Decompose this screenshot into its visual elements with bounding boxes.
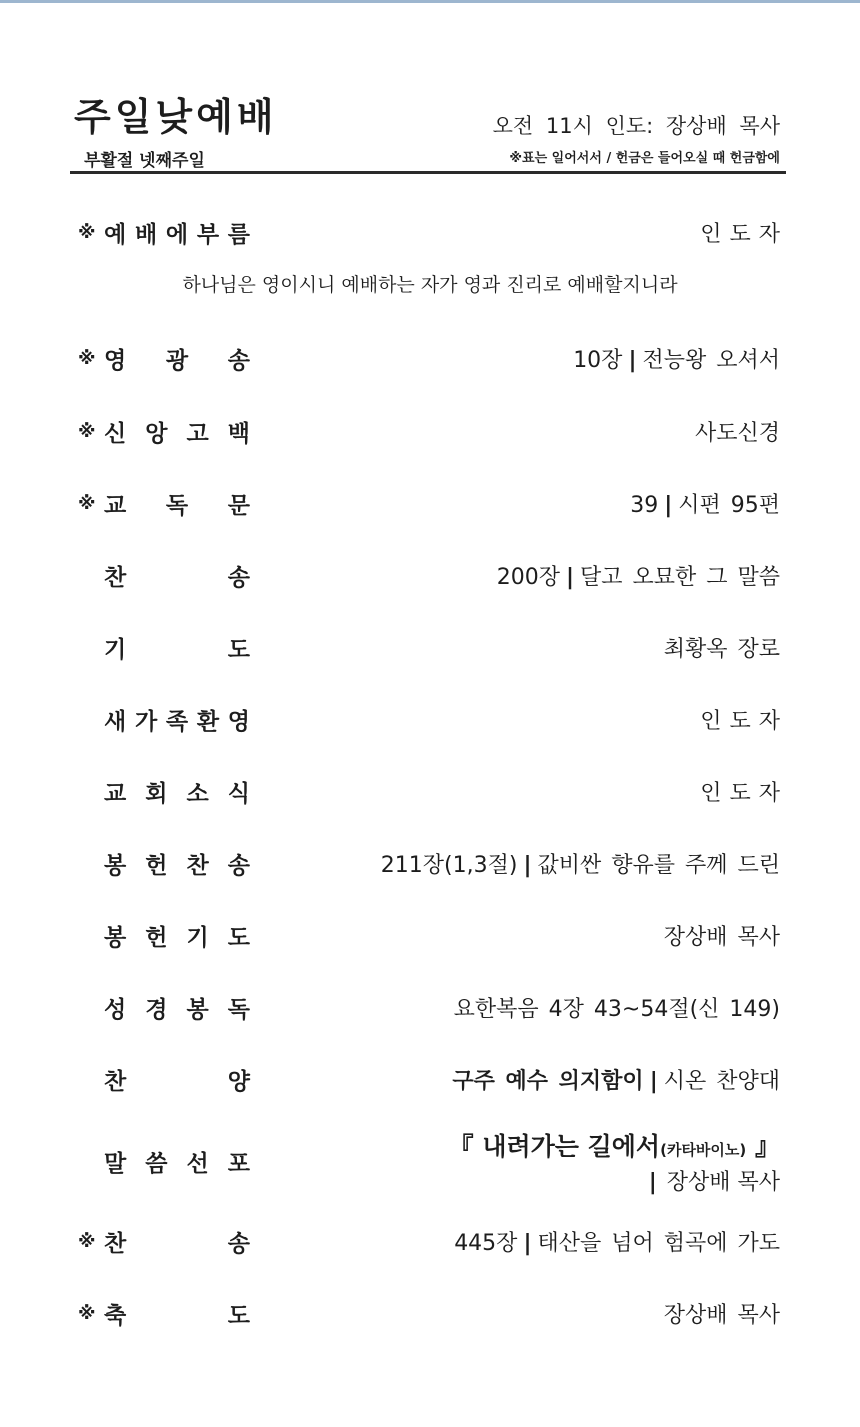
item-char: 교 <box>104 493 127 519</box>
order-item-name <box>104 1225 250 1258</box>
order-item-name <box>104 1063 250 1096</box>
hymn-title: 태산을 넘어 험곡에 가도 <box>537 1231 780 1256</box>
item-char: 헌 <box>145 925 168 951</box>
item-char: 송 <box>227 565 250 591</box>
order-item-value <box>454 1226 780 1257</box>
item-char: 축 <box>104 1303 127 1329</box>
item-char: 선 <box>186 1151 209 1177</box>
separator: | <box>565 565 574 590</box>
hymn-title: 값비싼 향유를 주께 드린 <box>537 853 780 878</box>
standing-mark: ※ <box>78 348 96 369</box>
item-char: 앙 <box>145 421 168 447</box>
order-row-welcome <box>0 701 860 741</box>
item-char: 새 <box>104 709 127 735</box>
item-char: 말 <box>104 1151 127 1177</box>
item-char: 성 <box>104 997 127 1023</box>
item-char: 찬 <box>104 565 127 591</box>
order-item-name <box>104 1145 250 1178</box>
order-item-value <box>630 488 780 519</box>
close-bracket: 』 <box>754 1132 780 1161</box>
item-char: 환 <box>196 709 220 735</box>
item-char: 름 <box>227 222 250 248</box>
order-row-hymn <box>0 557 860 597</box>
standing-mark: ※ <box>78 421 96 442</box>
standing-mark: ※ <box>78 1231 96 1252</box>
order-item-name <box>104 342 250 375</box>
reading-passage: 시편 95편 <box>678 493 780 518</box>
order-row-closing-hymn <box>0 1223 860 1263</box>
order-item-value <box>381 848 780 879</box>
standing-mark: ※ <box>78 1303 96 1324</box>
order-item-value <box>452 1064 780 1095</box>
standing-offering-note: ※표는 일어서서 / 헌금은 들어오실 때 헌금함에 <box>509 151 780 166</box>
hymn-number: 445장 <box>454 1231 518 1256</box>
item-char: 소 <box>186 781 209 807</box>
item-char: 포 <box>227 1151 250 1177</box>
sunday-name: 부활절 넷째주일 <box>84 151 205 171</box>
order-item-value: 사도신경 <box>694 421 780 446</box>
item-char: 기 <box>104 637 127 663</box>
order-item-value: 인도자 <box>700 222 788 247</box>
item-char: 광 <box>165 348 189 374</box>
separator: | <box>523 1231 532 1256</box>
order-row-offertory-hymn <box>0 845 860 885</box>
item-char: 영 <box>227 709 250 735</box>
order-row-creed <box>0 413 860 453</box>
sermon-title <box>449 1127 780 1163</box>
item-char: 송 <box>227 348 250 374</box>
hymn-number: 211장(1,3절) <box>380 853 518 878</box>
hymn-number: 10장 <box>573 348 623 373</box>
order-row-announcements <box>0 773 860 813</box>
anthem-title: 구주 예수 의지함이 <box>452 1069 644 1094</box>
hymn-number: 200장 <box>496 565 560 590</box>
item-char: 기 <box>186 925 209 951</box>
item-char: 도 <box>227 637 250 663</box>
item-char: 영 <box>104 348 127 374</box>
page-title: 주일낮예배 <box>74 95 278 139</box>
order-item-name <box>104 559 250 592</box>
standing-mark: ※ <box>78 222 96 243</box>
item-char: 부 <box>196 222 220 248</box>
item-char: 회 <box>145 781 168 807</box>
separator: | <box>664 493 673 518</box>
order-item-value: 장상배 목사 <box>663 925 780 950</box>
item-char: 독 <box>165 493 189 519</box>
item-char: 신 <box>104 421 127 447</box>
order-item-value: 요한복음 4장 43~54절(신 149) <box>453 997 780 1022</box>
item-char: 헌 <box>145 853 168 879</box>
order-item-name <box>104 991 250 1024</box>
separator: | <box>628 348 637 373</box>
item-char: 봉 <box>104 853 127 879</box>
reading-number: 39 <box>630 493 659 518</box>
item-char: 찬 <box>104 1069 127 1095</box>
separator: | <box>523 853 532 878</box>
order-item-name <box>104 487 250 520</box>
order-row-benediction <box>0 1295 860 1335</box>
header-divider <box>70 171 786 174</box>
item-char: 도 <box>227 1303 250 1329</box>
item-char: 족 <box>165 709 189 735</box>
item-char: 식 <box>227 781 250 807</box>
item-char: 찬 <box>104 1231 127 1257</box>
order-row-call-to-worship <box>0 214 860 254</box>
item-char: 찬 <box>186 853 209 879</box>
separator: | <box>649 1069 658 1094</box>
item-char: 경 <box>145 997 168 1023</box>
item-char: 봉 <box>186 997 209 1023</box>
item-char: 예 <box>104 222 127 248</box>
item-char: 배 <box>134 222 158 248</box>
item-char: 문 <box>227 493 250 519</box>
order-item-name <box>104 775 250 808</box>
order-row-gloria <box>0 340 860 380</box>
order-item-name <box>104 919 250 952</box>
order-item-name <box>104 631 250 664</box>
item-char: 도 <box>227 925 250 951</box>
order-item-value <box>497 560 780 591</box>
item-char: 봉 <box>104 925 127 951</box>
item-char: 씀 <box>145 1151 168 1177</box>
order-row-anthem <box>0 1061 860 1101</box>
order-row-scripture <box>0 989 860 1029</box>
preacher-name: 장상배 목사 <box>666 1170 780 1195</box>
item-char: 송 <box>227 853 250 879</box>
item-char: 백 <box>227 421 250 447</box>
order-item-value <box>573 343 780 374</box>
hymn-title: 전능왕 오셔서 <box>642 348 780 373</box>
order-item-value: 장상배 목사 <box>663 1303 780 1328</box>
order-row-responsive-reading <box>0 485 860 525</box>
order-item-name <box>104 415 250 448</box>
sermon-title-text: 내려가는 길에서 <box>482 1132 661 1161</box>
service-time-leader: 오전 11시 인도: 장상배 목사 <box>492 114 780 138</box>
top-edge-rule <box>0 0 860 3</box>
order-item-name <box>104 847 250 880</box>
separator: | <box>648 1170 657 1195</box>
item-char: 송 <box>227 1231 250 1257</box>
order-row-prayer <box>0 629 860 669</box>
item-char: 고 <box>186 421 209 447</box>
standing-mark: ※ <box>78 493 96 514</box>
open-bracket: 『 <box>448 1132 474 1161</box>
call-to-worship-verse: 하나님은 영이시니 예배하는 자가 영과 진리로 예배할지니라 <box>182 274 678 296</box>
order-item-name <box>104 1297 250 1330</box>
hymn-title: 달고 오묘한 그 말씀 <box>580 565 780 590</box>
choir-name: 시온 찬양대 <box>663 1069 780 1094</box>
item-char: 양 <box>227 1069 250 1095</box>
order-item-value: 최황옥 장로 <box>663 637 780 662</box>
order-item-name <box>104 216 250 249</box>
order-item-value: 인도자 <box>700 781 788 806</box>
order-row-offertory-prayer <box>0 917 860 957</box>
item-char: 교 <box>104 781 127 807</box>
order-item-value: 인도자 <box>700 709 788 734</box>
item-char: 독 <box>227 997 250 1023</box>
item-char: 에 <box>165 222 189 248</box>
sermon-preacher <box>649 1165 780 1196</box>
sermon-subtitle: (카타바이노) <box>660 1141 747 1159</box>
item-char: 가 <box>134 709 158 735</box>
order-item-name <box>104 703 250 736</box>
